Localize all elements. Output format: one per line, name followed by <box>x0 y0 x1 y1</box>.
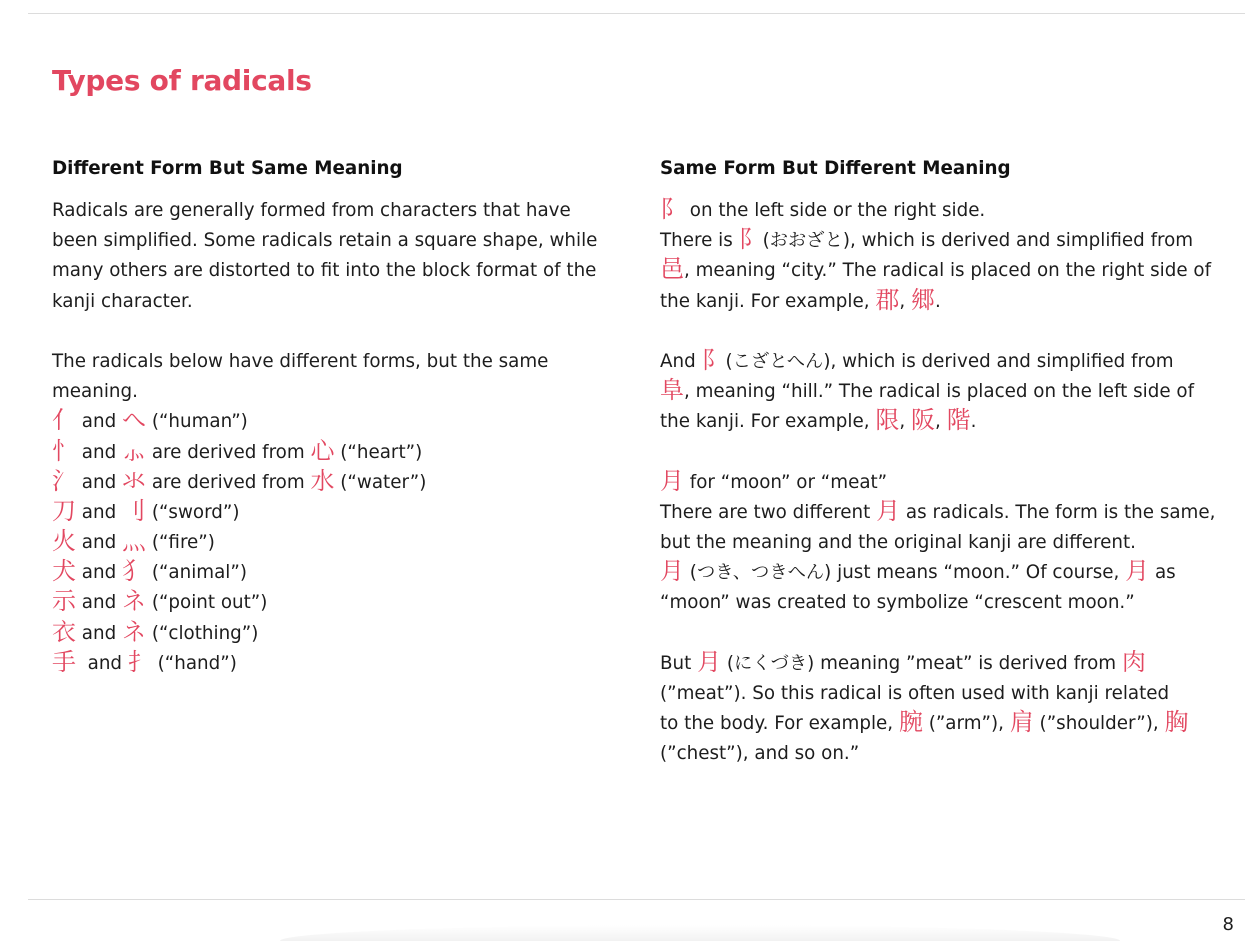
right-heading: Same Form But Different Meaning <box>660 158 1011 179</box>
example-kanji: 郷 <box>910 285 935 314</box>
text-line <box>660 468 1240 498</box>
text-line: many others are distorted to fit into the block format of the <box>52 260 597 282</box>
source-kanji: 邑 <box>660 255 684 284</box>
radical-glyph: 阝 <box>738 225 763 254</box>
list-text: and <box>76 652 128 674</box>
list-meaning: (“point out”) <box>146 592 268 614</box>
text: the kanji. For example, <box>660 290 876 312</box>
text-line: been simplified. Some radicals retain a square shape, while <box>52 230 598 252</box>
list-meaning: (“heart”) <box>334 441 423 463</box>
list-item <box>52 528 612 558</box>
text: (”shoulder”), <box>1033 713 1165 735</box>
text: (おおざと), which is derived and simplified from <box>762 230 1194 252</box>
right-column <box>660 156 1240 770</box>
left-paragraph-2 <box>52 347 612 407</box>
list-text: are derived from <box>146 441 311 463</box>
text-line <box>660 287 1240 317</box>
example-kanji: 限 <box>875 406 900 435</box>
radical-glyph: 月 <box>660 466 684 495</box>
spacer <box>660 438 1240 468</box>
radical-glyph: 阝 <box>701 345 726 374</box>
list-item <box>52 438 612 468</box>
page-title: Types of radicals <box>52 64 312 97</box>
radical-glyph: 忄 <box>52 436 76 465</box>
left-column <box>52 156 612 679</box>
text-line <box>660 649 1240 679</box>
radical-glyph: ネ <box>122 587 147 616</box>
text: the kanji. For example, <box>660 411 876 433</box>
text: There is <box>660 230 739 252</box>
source-kanji: 心 <box>310 436 335 465</box>
left-heading: Different Form But Same Meaning <box>52 158 403 179</box>
list-meaning: (“sword”) <box>146 501 240 523</box>
radical-glyph: ⺗ <box>122 436 147 465</box>
bottom-rule <box>28 899 1245 900</box>
text: . <box>970 411 977 433</box>
list-text: and <box>76 441 123 463</box>
radical-glyph: 示 <box>52 587 76 616</box>
text: to the body. For example, <box>660 713 899 735</box>
text: . <box>934 290 941 312</box>
text: (”arm”), <box>922 713 1010 735</box>
list-text: and <box>76 471 123 493</box>
text-line <box>660 226 1240 256</box>
text-line: (”chest”), and so on.” <box>660 743 860 765</box>
list-meaning: (“human”) <box>146 411 248 433</box>
list-item <box>52 558 612 588</box>
text-line <box>660 256 1240 286</box>
radical-glyph: 月 <box>697 647 722 676</box>
section-kozatohen <box>660 347 1240 438</box>
example-kanji: 肩 <box>1009 708 1034 737</box>
source-kanji: 肉 <box>1121 647 1146 676</box>
radical-glyph: 月 <box>1125 557 1150 586</box>
example-kanji: 腕 <box>898 708 923 737</box>
text: (にくづき) meaning ”meat” is derived from <box>721 652 1122 674</box>
example-kanji: 郡 <box>875 285 900 314</box>
text: for “moon” or “meat” <box>684 471 888 493</box>
spacer <box>660 619 1240 649</box>
example-kanji: 階 <box>946 406 971 435</box>
page-number: 8 <box>1222 914 1234 935</box>
section-meat <box>660 649 1240 770</box>
radical-glyph: ネ <box>122 617 147 646</box>
list-item <box>52 588 612 618</box>
list-meaning: (“animal”) <box>146 562 247 584</box>
radical-glyph: 阝 <box>660 195 684 223</box>
text-line <box>660 498 1240 528</box>
list-text: and <box>76 532 123 554</box>
text-line <box>660 377 1240 407</box>
section-moon <box>660 468 1240 619</box>
page-shadow <box>280 925 1120 941</box>
left-paragraph-1 <box>52 196 612 317</box>
radical-glyph: 衣 <box>52 617 76 646</box>
radical-glyph: へ <box>122 406 147 435</box>
text: as <box>1149 562 1176 584</box>
radical-glyph: 月 <box>660 557 684 586</box>
text-line: “moon” was created to symbolize “crescent moon.” <box>660 592 1135 614</box>
text: (こざとへん), which is derived and simplified from <box>725 350 1174 372</box>
text-line: Radicals are generally formed from characters that have <box>52 200 571 221</box>
top-rule <box>28 13 1245 14</box>
text-line: (”meat”). So this radical is often used with kanji related <box>660 683 1170 704</box>
list-meaning: (“fire”) <box>146 532 215 554</box>
list-text: and <box>76 622 123 644</box>
section-oozato <box>660 196 1240 317</box>
text-line <box>660 709 1240 739</box>
list-meaning: (“water”) <box>334 471 427 493</box>
radical-glyph: 扌 <box>127 647 152 676</box>
list-item <box>52 619 612 649</box>
text-line: but the meaning and the original kanji are different. <box>660 532 1136 554</box>
text: There are two different <box>660 501 877 523</box>
text-line: The radicals below have different forms, but the same <box>52 350 549 372</box>
radical-glyph: 犬 <box>52 557 76 586</box>
text: , <box>934 411 947 433</box>
radical-glyph: 氺 <box>122 466 147 495</box>
radical-glyph: 氵 <box>52 466 76 495</box>
radical-glyph: 亻 <box>52 406 76 435</box>
radical-glyph: 刀 <box>52 496 76 525</box>
text-line <box>660 347 1240 377</box>
text-line <box>660 196 1240 226</box>
text: , meaning “hill.” The radical is placed on the left side of <box>684 381 1195 403</box>
list-text: and <box>76 562 123 584</box>
text: (つき、つきへん) just means “moon.” Of course, <box>684 562 1126 584</box>
list-item <box>52 649 612 679</box>
list-text: and <box>76 501 123 523</box>
text: , meaning “city.” The radical is placed on the right side of <box>684 260 1212 282</box>
list-text: and <box>76 411 123 433</box>
list-item <box>52 407 612 437</box>
list-item <box>52 468 612 498</box>
radical-glyph: 刂 <box>122 496 147 525</box>
text: , <box>899 411 911 433</box>
example-kanji: 阪 <box>910 406 935 435</box>
list-text: and <box>76 592 123 614</box>
text: , <box>899 290 911 312</box>
radical-glyph: 犭 <box>122 557 147 586</box>
source-kanji: 阜 <box>660 376 684 405</box>
text-line: kanji character. <box>52 290 193 312</box>
radical-glyph: 灬 <box>122 527 147 556</box>
text-line <box>660 407 1240 437</box>
radical-glyph: 火 <box>52 527 76 556</box>
text: And <box>660 350 702 372</box>
text: as radicals. The form is the same, <box>900 501 1216 523</box>
list-meaning: (“hand”) <box>151 652 237 674</box>
list-item <box>52 498 612 528</box>
text: on the left side or the right side. <box>684 200 986 221</box>
example-kanji: 胸 <box>1164 708 1189 737</box>
text-line <box>660 558 1240 588</box>
radical-list <box>52 407 612 679</box>
radical-glyph: 月 <box>876 496 901 525</box>
radical-glyph: 手 <box>52 647 76 676</box>
text: But <box>660 652 698 674</box>
spacer <box>52 317 612 347</box>
source-kanji: 水 <box>310 466 335 495</box>
list-meaning: (“clothing”) <box>146 622 259 644</box>
list-text: are derived from <box>146 471 311 493</box>
text-line: meaning. <box>52 381 138 403</box>
spacer <box>660 317 1240 347</box>
